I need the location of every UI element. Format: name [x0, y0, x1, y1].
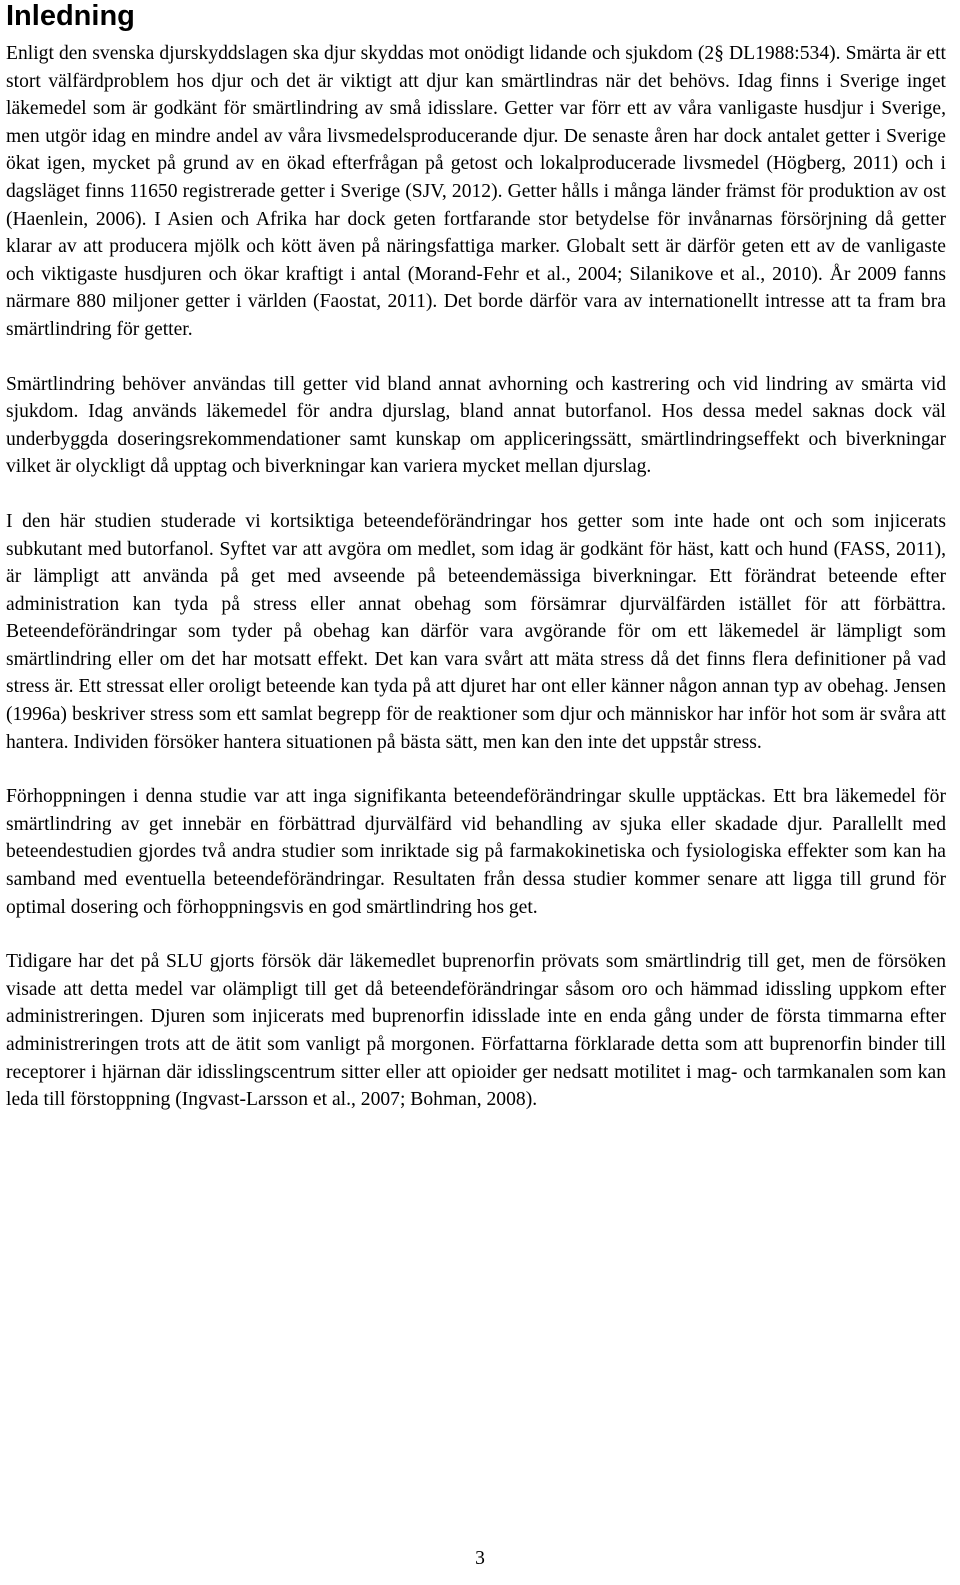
- document-page: [6, 0, 946, 1141]
- paragraph-5: Tidigare har det på SLU gjorts försök där läkemedlet buprenorfin prövats som smärtlindrig till get, men de försöken visade att detta medel var olämpligt till get då beteendeförändringar såsom oro och hämmad idissling uppkom efter administreringen. Djuren som injicerats med buprenorfin idisslade inte en enda gång under de första timmarna efter administreringen trots att de ätit som vanligt på morgonen. Författarna förklarade detta som att buprenorfin binder till receptorer i hjärnan där idisslingscentrum sitter eller att opioider ger nedsatt motilitet i mag- och tarmkanalen som kan leda till förstoppning (Ingvast-Larsson et al., 2007; Bohman, 2008).: [6, 951, 946, 1111]
- paragraph-2: Smärtlindring behöver användas till getter vid bland annat avhorning och kastrering och vid lindring av smärta vid sjukdom. Idag används läkemedel för andra djurslag, bland annat butorfanol. Hos dessa medel saknas dock väl underbyggda doseringsrekommendationer samt kunskap om appliceringssätt, smärtlindringseffekt och biverkningar vilket är olyckligt då upptag och biverkningar kan variera mycket mellan djurslag.: [6, 373, 946, 478]
- paragraph-4: Förhoppningen i denna studie var att inga signifikanta beteendeförändringar skulle upptäckas. Ett bra läkemedel för smärtlindring av get innebär en förbättrad djurvälfärd vid behandling av sjuka eller skadade djur. Parallellt med beteendestudien gjordes två andra studier som inriktade sig på farmakokinetiska och fysiologiska effekter som kan ha samband med eventuella beteendeförändringar. Resultaten från dessa studier kommer senare att ligga till grund för optimal dosering och förhoppningsvis en god smärtlindring hos get.: [6, 786, 946, 918]
- section-body: [6, 40, 946, 1114]
- paragraph-3: I den här studien studerade vi kortsiktiga beteendeförändringar hos getter som inte hade ont och som injicerats subkutant med butorfanol. Syftet var att avgöra om medlet, som idag är godkänt för häst, katt och hund (FASS, 2011), är lämpligt att använda på get med avseende på beteendemässiga biverkningar. Ett förändrat beteende efter administration kan tyda på stress eller annat obehag som försämrar djurvälfärden istället för att förbättra. Beteendeförändringar som tyder på obehag kan därför vara avgörande för om ett läkemedel är lämpligt som smärtlindring eller om det har motsatt effekt. Det kan vara svårt att mäta stress då det finns flera definitioner på vad stress är. Ett stressat eller oroligt beteende kan tyda på att djuret har ont eller känner någon annan typ av obehag. Jensen (1996a) beskriver stress som ett samlat begrepp för de reaktioner som djur och människor har inför hot som är svåra att hantera. Individen försöker hantera situationen på bästa sätt, men kan den inte det uppstår stress.: [6, 510, 946, 753]
- paragraph-1: Enligt den svenska djurskyddslagen ska djur skyddas mot onödigt lidande och sjukdom (2§ DL1988:534). Smärta är ett stort välfärdproblem hos djur och det är viktigt att djur kan smärtlindras när det behövs. Idag finns i Sverige inget läkemedel som är godkänt för smärtlindring av små idisslare. Getter var förr ett av våra vanligaste husdjur i Sverige, men utgör idag en mindre andel av våra livsmedelsproducerande djur. De senaste åren har dock antalet getter i Sverige ökat igen, mycket på grund av en ökad efterfrågan på getost och lokalproducerade livsmedel (Högberg, 2011) och i dagsläget finns 11650 registrerade getter i Sverige (SJV, 2012). Getter hålls i många länder främst för produktion av ost (Haenlein, 2006). I Asien och Afrika har dock geten fortfarande stor betydelse för invånarnas försörjning då getter klarar av att producera mjölk och kött även på näringsfattiga marker. Globalt sett är därför geten ett av de vanligaste och viktigaste husdjuren och ökar kraftigt i antal (Morand-Fehr et al., 2004; Silanikove et al., 2010). År 2009 fanns närmare 880 miljoner getter i världen (Faostat, 2011). Det borde därför vara av internationellt intresse att ta fram bra smärtlindring för getter.: [6, 43, 946, 340]
- section-heading: Inledning: [6, 0, 135, 32]
- page-number: 3: [475, 1548, 485, 1569]
